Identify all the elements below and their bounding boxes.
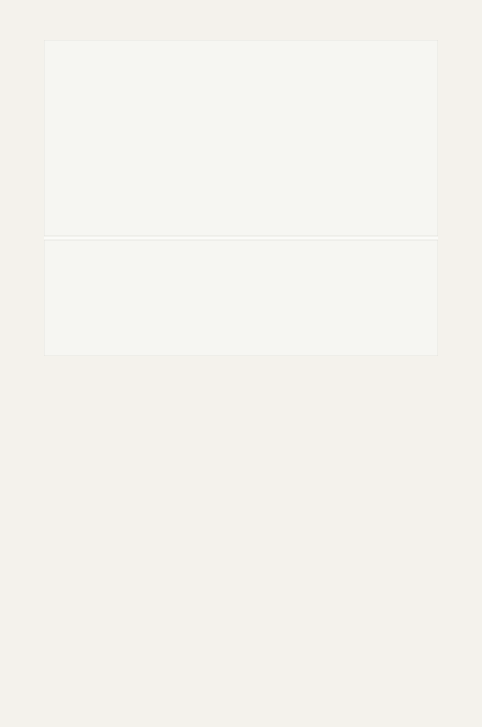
screwdrivers-illustration [44, 40, 438, 356]
screwdrivers-photo [44, 40, 438, 356]
